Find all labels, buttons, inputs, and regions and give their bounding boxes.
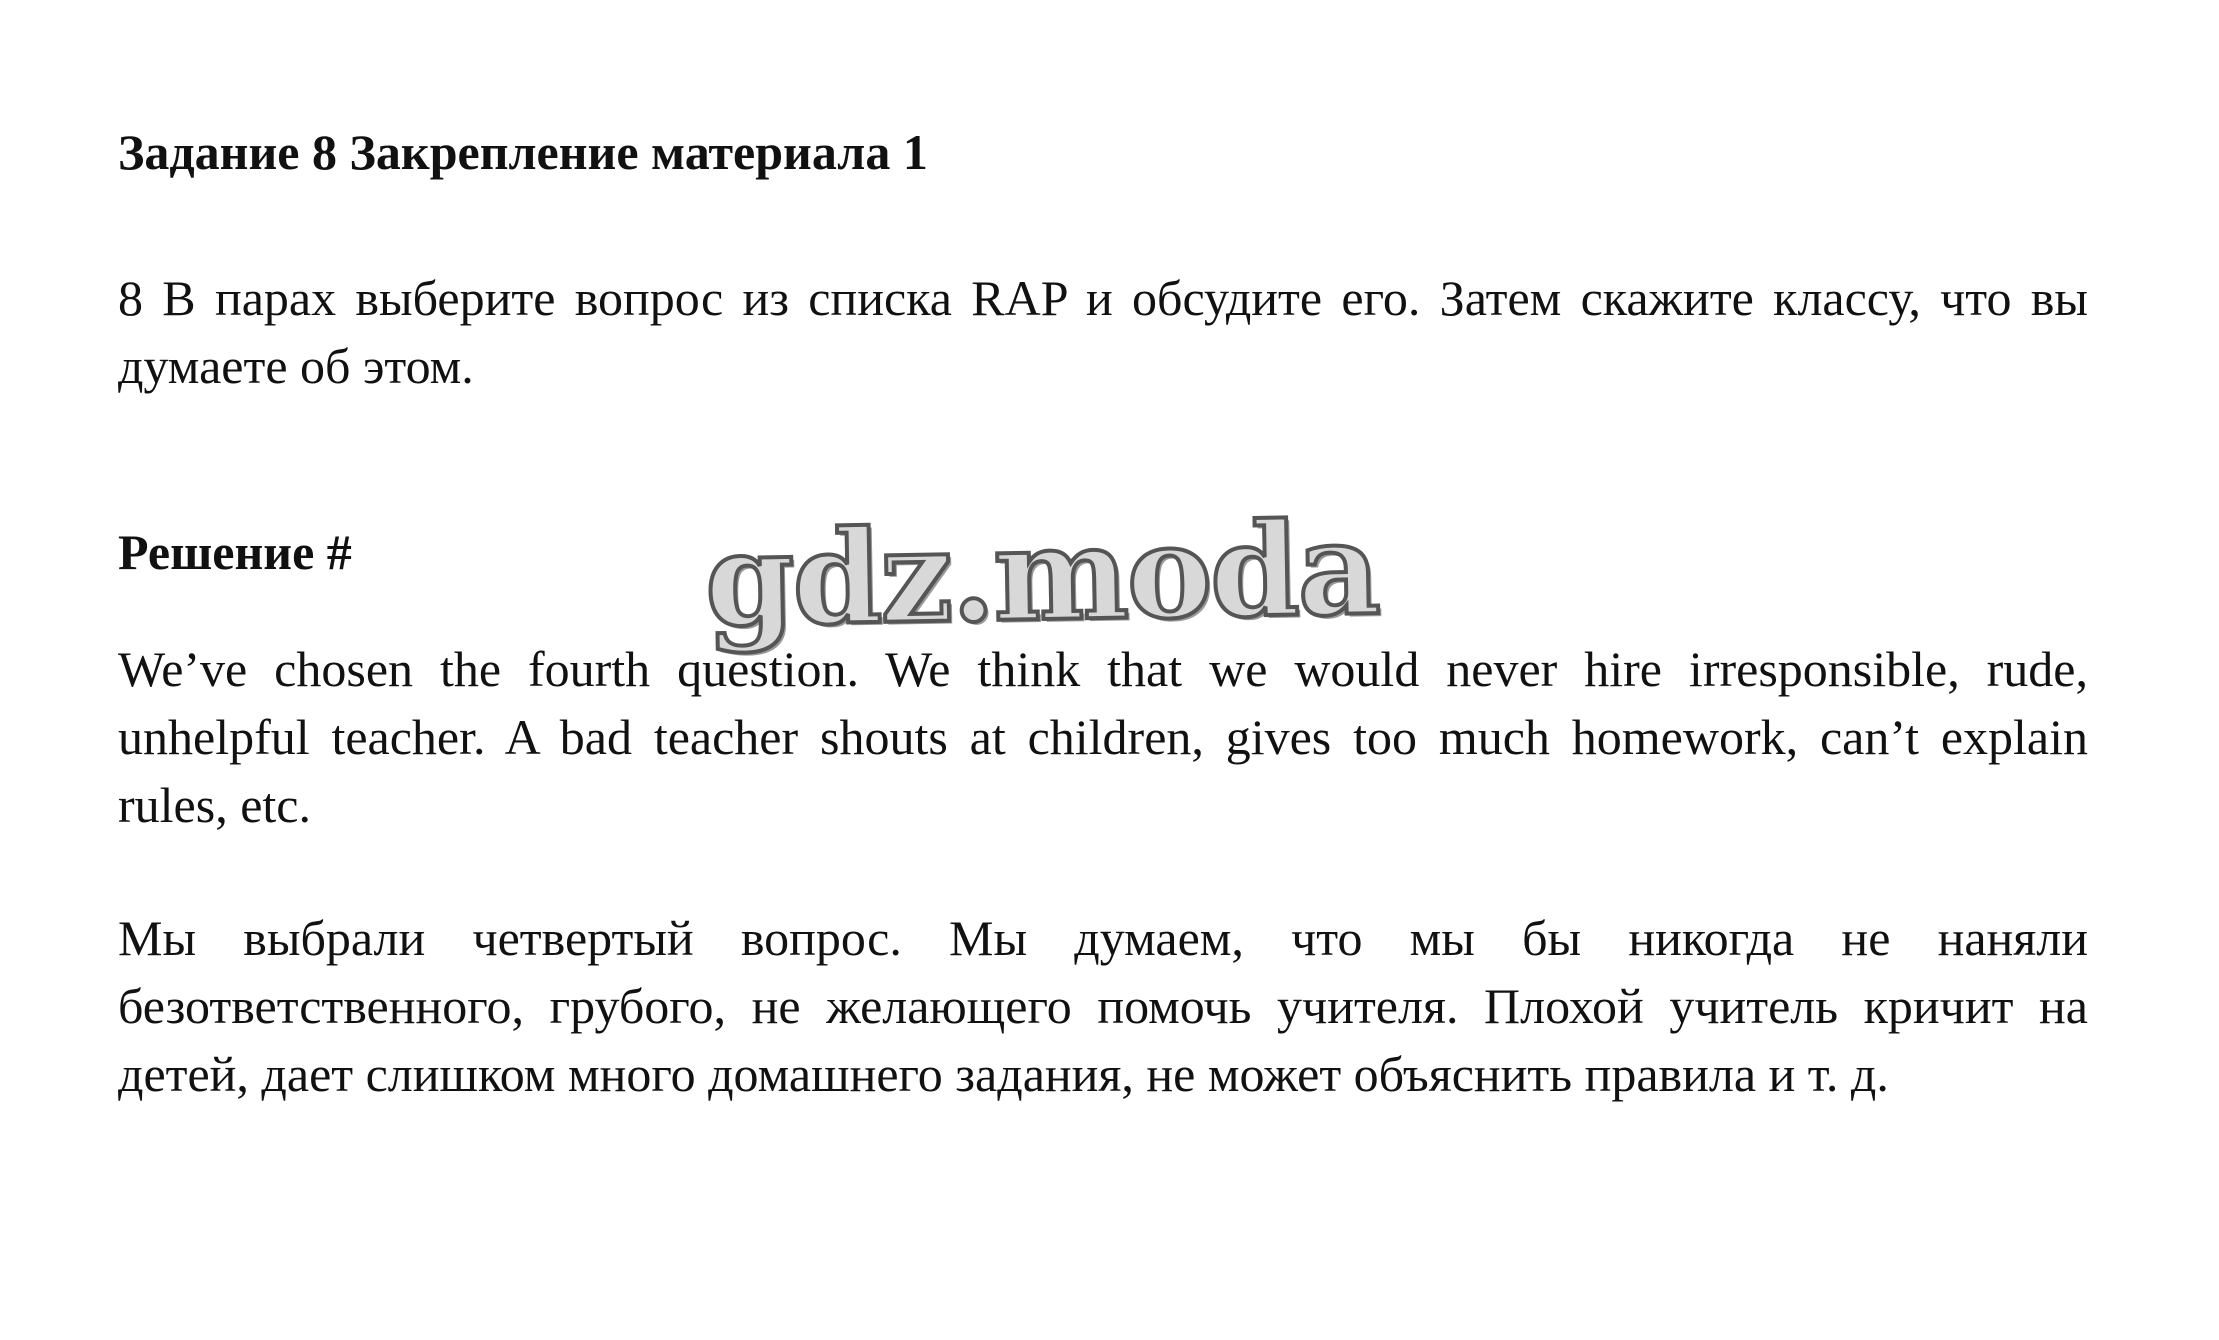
solution-heading: Решение #: [118, 524, 352, 580]
task-text: 8 В парах выберите вопрос из списка RAP и обсудите его. Затем скажите классу, что вы думаете об этом.: [118, 270, 2088, 394]
watermark-logo: gdz.moda: [703, 494, 1380, 656]
answer-english: We’ve chosen the fourth question. We think that we would never hire irresponsible, rude, unhelpful teacher. A bad teacher shouts at children, gives too much homework, can’t explain rules, etc.: [118, 641, 2088, 833]
answer-russian: Мы выбрали четвертый вопрос. Мы думаем, что мы бы никогда не наняли безответственного, грубого, не желающего помочь учителя. Плохой учитель кричит на детей, дает слишком много домашнего задания, не может объяснить правила и т. д.: [118, 910, 2088, 1102]
task-heading: Задание 8 Закрепление материала 1: [118, 124, 928, 180]
